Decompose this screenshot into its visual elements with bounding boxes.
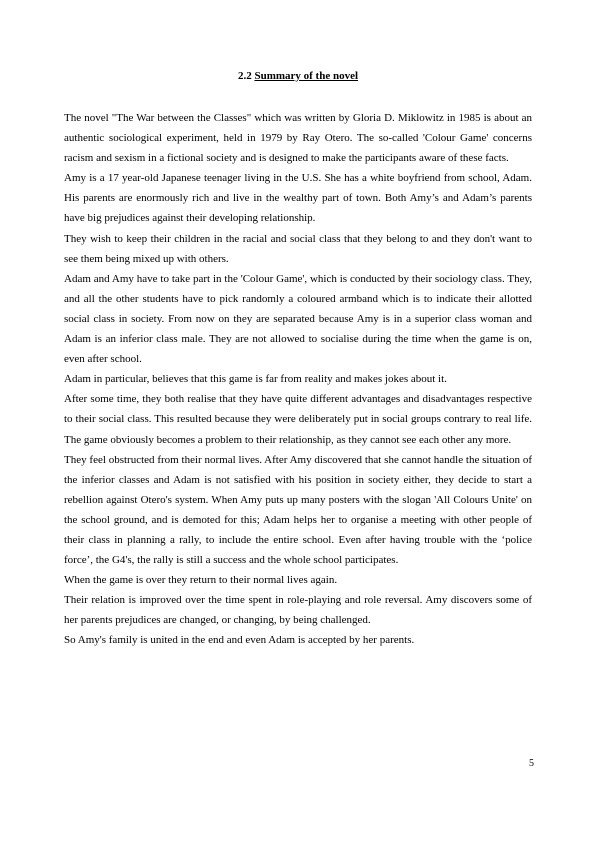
- paragraph: So Amy's family is united in the end and even Adam is accepted by her parents.: [64, 634, 415, 647]
- paragraph: Their relation is improved over the time spent in role-playing and role reversal. Amy discovers some of her parents prejudices are changed, or changing, by being challenged.: [64, 594, 532, 627]
- paragraph: When the game is over they return to their normal lives again.: [64, 574, 338, 587]
- paragraph: Amy is a 17 year-old Japanese teenager living in the U.S. She has a white boyfriend from school, Adam. His parents are enormously rich and live in the wealthy part of town. Both Amy’s and Adam’s parents have big prejudices against their developing relationship.: [64, 172, 532, 225]
- paragraph: They wish to keep their children in the racial and social class that they belong to and they don't want to see them being mixed up with others.: [64, 232, 532, 265]
- section-title: Summary of the novel: [254, 70, 359, 82]
- paragraph: After some time, they both realise that they have quite different advantages and disadvantages respective to their social class. This resulted because they were deliberately put in social groups contrary to real life. The game obviously becomes a problem to their relationship, as they cannot see each other any more.: [64, 393, 532, 446]
- paragraph: Adam and Amy have to take part in the 'Colour Game', which is conducted by their sociology class. They, and all the other students have to pick randomly a coloured armband which is to indicate their allotted social class in society. From now on they are separated because Amy is in a superior class woman and Adam is an inferior class male. They are not allowed to socialise during the time when the game is on, even after school.: [64, 272, 532, 366]
- section-number: 2.2: [237, 70, 252, 82]
- document-body: [64, 108, 532, 651]
- page-number: 5: [529, 758, 534, 769]
- paragraph: The novel "The War between the Classes" which was written by Gloria D. Miklowitz in 1985 is about an authentic sociological experiment, held in 1979 by Ray Otero. The so-called 'Colour Game' concerns racism and sexism in a fictional society and is designed to make the participants aware of these facts.: [64, 112, 532, 165]
- paragraph: Adam in particular, believes that this game is far from reality and makes jokes about it.: [64, 373, 447, 386]
- section-heading: [0, 69, 596, 83]
- paragraph: They feel obstructed from their normal lives. After Amy discovered that she cannot handle the situation of the inferior classes and Adam is not satisfied with his position in society either, they decide to start a rebellion against Otero's system. When Amy puts up many posters with the slogan 'All Colours Unite' on the school ground, and is demoted for this; Adam helps her to organise a meeting with other people of their class in planning a rally, to include the entire school. Even after having trouble with the ‘police force’, the G4's, the rally is still a success and the whole school participates.: [64, 453, 532, 567]
